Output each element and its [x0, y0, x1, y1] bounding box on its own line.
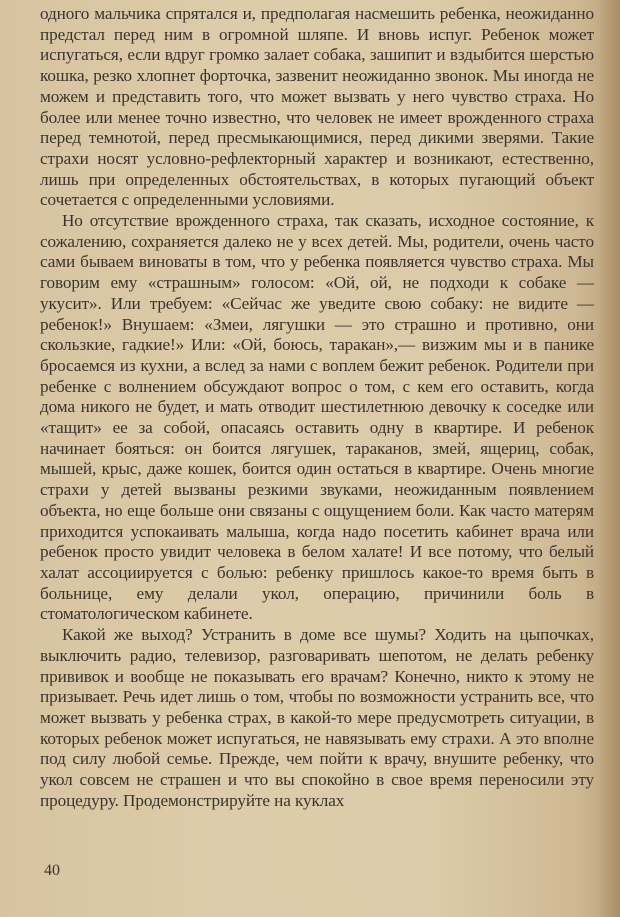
paragraph-2: Но отсутствие врожденного страха, так сказать, исходное состояние, к сожалению, сохраняется далеко не у всех детей. Мы, родители, очень часто сами бываем виноваты в том, что у ребенка появляется чувство страха. Мы говорим ему «страшным» голосом: «Ой, ой, не подходи к собаке — укусит». Или требуем: «Сейчас же уведите свою собаку: не видите — ребенок!» Внушаем: «Змеи, лягушки — это страшно и противно, они скользкие, гадкие!» Или: «Ой, боюсь, таракан»,— визжим мы и в панике бросаемся из кухни, а вслед за нами с воплем бежит ребенок. Родители при ребенке с волнением обсуждают вопрос о том, с кем его оставить, когда дома никого не будет, и мать отводит шестилетнюю девочку к соседке или «тащит» ее за собой, опасаясь оставить одну в квартире. И ребенок начинает бояться: он боится лягушек, тараканов, змей, ящериц, собак, мышей, крыс, даже кошек, боится один остаться в квартире. Очень многие страхи у детей вызваны резкими звуками, неожиданным появлением объекта, но еще больше они связаны с ощущением боли. Как часто матерям приходится успокаивать малыша, когда надо посетить кабинет врача или ребенок просто увидит человека в белом халате! И все потому, что белый халат ассоциируется с болью: ребенку пришлось какое-то время быть в больнице, ему делали укол, операцию, причинили боль в стоматологическом кабинете.	[40, 211, 594, 624]
paragraph-3: Какой же выход? Устранить в доме все шумы? Ходить на цыпочках, выключить радио, телевизор, разговаривать шепотом, не делать ребенку прививок и вообще не показывать его врачам? Конечно, никто к этому не призывает. Речь идет лишь о том, чтобы по возможности устранить все, что может вызвать у ребенка страх, в какой-то мере предусмотреть ситуации, в которых ребенок может испугаться, не навязывать ему страхи. А это вполне под силу любой семье. Прежде, чем пойти к врачу, внушите ребенку, что укол совсем не страшен и что вы спокойно в свое время переносили эту процедуру. Продемонстрируйте на куклах	[40, 625, 594, 810]
paragraph-1: одного мальчика спрятался и, предполагая насмешить ребенка, неожиданно предстал перед ним в огромной шляпе. И вновь испуг. Ребенок может испугаться, если вдруг громко залает собака, зашипит и вздыбится шерстью кошка, резко хлопнет форточка, зазвенит неожиданно звонок. Мы иногда не можем и представить того, что может вызвать у него чувство страха. Но более или менее точно известно, что человек не имеет врожденного страха перед темнотой, перед пресмыкающимися, перед дикими зверями. Такие страхи носят условно-рефлекторный характер и возникают, естественно, лишь при определенных обстоятельствах, в которых пугающий объект сочетается с определенными условиями.	[40, 4, 594, 210]
body-text	[40, 4, 594, 811]
page-number: 40	[44, 862, 60, 879]
page-edge-shadow	[598, 0, 620, 917]
